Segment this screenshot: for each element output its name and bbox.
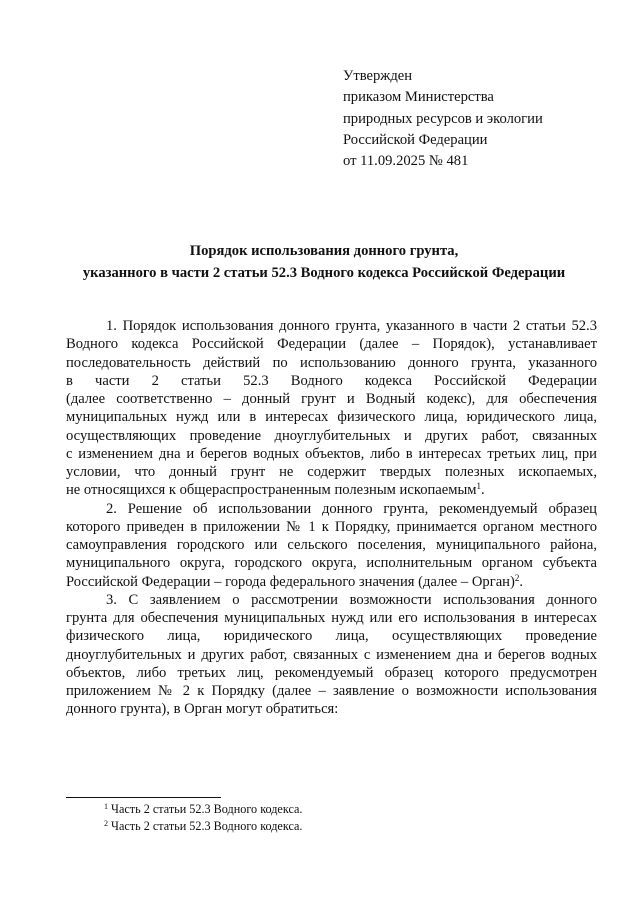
paragraph-line: донного грунта), в Орган могут обратиться: <box>66 701 339 718</box>
footnote-separator <box>66 797 221 798</box>
paragraph-line: осуществляющих проведение дноуглубительных и других работ, связанных <box>66 427 597 444</box>
footnote-marker: 2 <box>104 819 108 828</box>
paragraph-line-text: не относящихся к общераспространенным полезным ископаемым <box>66 482 477 499</box>
paragraph-line: муниципальных нужд или в интересах физического лица, юридического лица, <box>66 409 597 426</box>
footnote-text: Часть 2 статьи 52.3 Водного кодекса. <box>111 802 303 816</box>
approval-line: приказом Министерства <box>343 89 494 106</box>
approval-line: Утвержден <box>343 68 413 84</box>
paragraph-1 <box>66 317 597 500</box>
paragraph-line: условии, что донный грунт не содержит твердых полезных ископаемых, <box>66 464 597 480</box>
paragraph-line: муниципального округа, городского округа, исполнительным органом субъекта <box>66 555 597 572</box>
paragraph-line-text: Российской Федерации – города федерального значения (далее – Орган) <box>66 573 515 590</box>
paragraph-line: грунта для обеспечения муниципальных нужд или его использования в интересах <box>66 610 597 626</box>
document-body <box>66 317 597 719</box>
footnote-1 <box>104 801 302 818</box>
paragraph-line: в части 2 статьи 52.3 Водного кодекса Российской Федерации <box>66 372 597 389</box>
footnote-ref-1: 1 <box>476 481 482 492</box>
sentence-end: . <box>481 482 485 499</box>
paragraph-line: приложением № 2 к Порядку (далее – заявление о возможности использования <box>66 683 597 699</box>
title-line-1: Порядок использования донного грунта, <box>189 243 459 259</box>
paragraph-last-line <box>66 481 597 499</box>
approval-line: природных ресурсов и экологии <box>343 110 543 127</box>
footnotes <box>104 801 302 835</box>
paragraph-line: с изменением дна и берегов водных объектов, либо в интересах третьих лиц, при <box>66 445 597 462</box>
paragraph-last-line <box>66 573 597 591</box>
approval-stamp <box>343 66 543 172</box>
paragraph-2 <box>66 500 597 591</box>
paragraph-line: (далее соответственно – донный грунт и Водный кодекс), для обеспечения <box>66 391 597 407</box>
paragraph-line: которого приведен в приложении № 1 к Порядку, принимается органом местного <box>66 518 597 535</box>
paragraph-line: последовательность действий по использованию донного грунта, указанного <box>66 354 597 371</box>
footnote-marker: 1 <box>104 802 108 811</box>
approval-line: Российской Федерации <box>343 131 488 148</box>
paragraph-line: 2. Решение об использовании донного грунта, рекомендуемый образец <box>106 500 597 517</box>
paragraph-3 <box>66 591 597 719</box>
paragraph-line: самоуправления городского или сельского поселения, муниципального района, <box>66 537 597 553</box>
footnote-ref-2: 2 <box>514 572 520 583</box>
paragraph-line: 3. С заявлением о рассмотрении возможности использования донного <box>106 591 597 608</box>
paragraph-line: физического лица, юридического лица, осуществляющих проведение <box>66 628 597 645</box>
title-line-2: указанного в части 2 статьи 52.3 Водного кодекса Российской Федерации <box>82 264 566 281</box>
paragraph-line: объектов, либо третьих лиц, рекомендуемый образец которого предусмотрен <box>66 664 597 681</box>
paragraph-line: 1. Порядок использования донного грунта, указанного в части 2 статьи 52.3 <box>106 318 597 334</box>
approval-line: от 11.09.2025 № 481 <box>343 153 469 170</box>
paragraph-line: Водного кодекса Российской Федерации (далее – Порядок), устанавливает <box>66 336 597 353</box>
paragraph-line: дноуглубительных и других работ, связанных с изменением дна и берегов водных <box>66 646 597 663</box>
footnote-text: Часть 2 статьи 52.3 Водного кодекса. <box>111 819 303 833</box>
footnote-2 <box>104 818 302 835</box>
sentence-end: . <box>519 573 523 590</box>
document-title <box>60 241 588 284</box>
